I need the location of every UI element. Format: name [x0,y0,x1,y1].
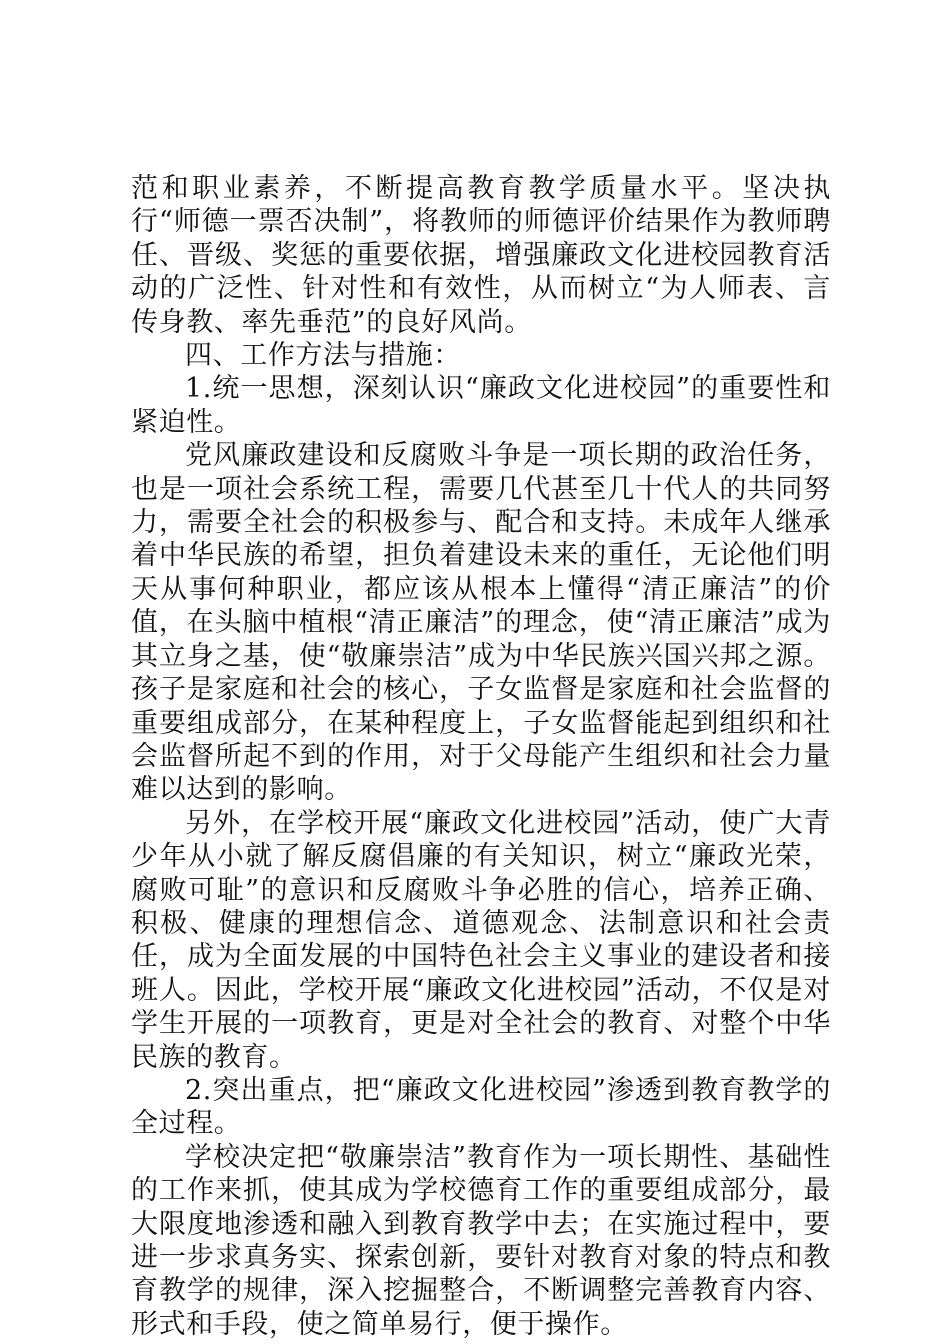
document-body [131,172,831,1341]
paragraph-school-decision: 学校决定把“敬廉崇洁”教育作为一项长期性、基础性的工作来抓，使其成为学校德育工作的重要组成部分，最大限度地渗透和融入到教育教学中去；在实施过程中，要进一步求真务实、探索创新，要针对教育对象的特点和教育教学的规律，深入挖掘整合，不断调整完善教育内容、形式和手段，使之简单易行，便于操作。 [131,1141,831,1340]
section-heading-methods: 四、工作方法与措施： [185,340,461,372]
subheading-highlight-focus: 2.突出重点，把“廉政文化进校园”渗透到教育教学的全过程。 [131,1074,831,1140]
paragraph-anticorruption-task: 党风廉政建设和反腐败斗争是一项长期的政治任务，也是一项社会系统工程，需要几代甚至几十代人的共同努力，需要全社会的积极参与、配合和支持。未成年人继承着中华民族的希望，担负着建设未来的重任，无论他们明天从事何种职业，都应该从根本上懂得“清正廉洁”的价值，在头脑中植根“清正廉洁”的理念，使“清正廉洁”成为其立身之基，使“敬廉崇洁”成为中华民族兴国兴邦之源。孩子是家庭和社会的核心，子女监督是家庭和社会监督的重要组成部分，在某种程度上，子女监督能起到组织和社会监督所起不到的作用，对于父母能产生组织和社会力量难以达到的影响。 [131,440,831,806]
paragraph-campus-activity: 另外，在学校开展“廉政文化进校园”活动，使广大青少年从小就了解反腐倡廉的有关知识，树立“廉政光荣，腐败可耻”的意识和反腐败斗争必胜的信心，培养正确、积极、健康的理想信念、道德观念、法制意识和社会责任，成为全面发展的中国特色社会主义事业的建设者和接班人。因此，学校开展“廉政文化进校园”活动，不仅是对学生开展的一项教育，更是对全社会的教育、对整个中华民族的教育。 [131,807,831,1073]
subheading-unify-thinking: 1.统一思想，深刻认识“廉政文化进校园”的重要性和紧迫性。 [131,373,831,438]
paragraph-continuation: 范和职业素养，不断提高教育教学质量水平。坚决执行“师德一票否决制”，将教师的师德评价结果作为教师聘任、晋级、奖惩的重要依据，增强廉政文化进校园教育活动的广泛性、针对性和有效性，从而树立“为人师表、言传身教、率先垂范”的良好风尚。 [131,173,831,338]
